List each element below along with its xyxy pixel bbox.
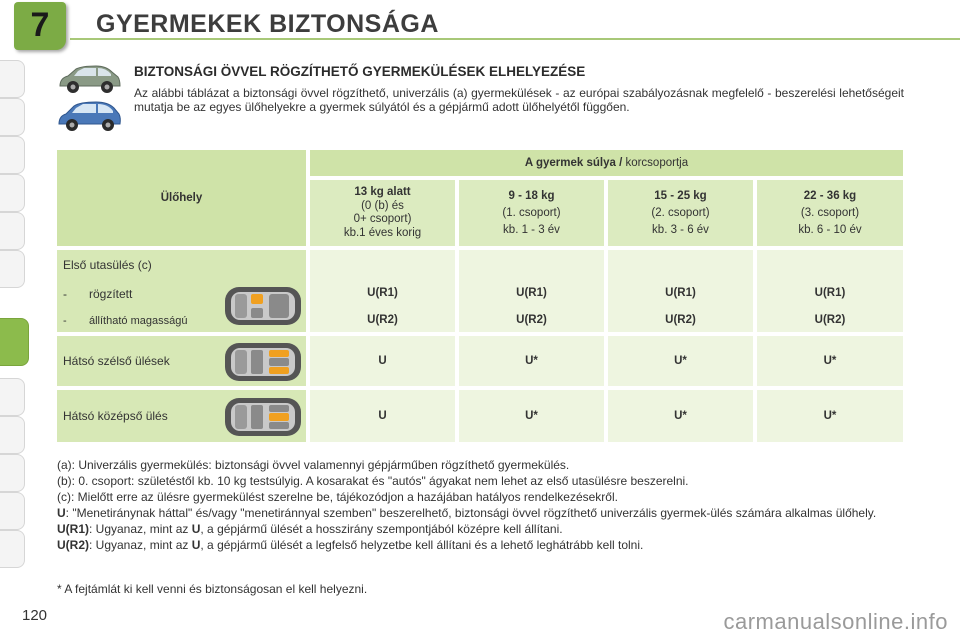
- column-line: kb. 6 - 10 év: [798, 223, 862, 236]
- row-label-text: Hátsó szélső ülések: [63, 354, 170, 368]
- car-top-view-icon: [223, 395, 303, 439]
- row-sub-label: állítható magasságú: [89, 315, 188, 327]
- notes-section: [57, 457, 907, 553]
- car-top-view-icon: [223, 340, 303, 384]
- column-title: 15 - 25 kg: [654, 189, 707, 202]
- column-line: (2. csoport): [651, 206, 710, 219]
- cell-value: U(R2): [367, 314, 398, 326]
- footnote: * A fejtámlát ki kell venni és biztonságosan el kell helyezni.: [57, 582, 368, 596]
- weight-header-bold: A gyermek súlya /: [524, 157, 623, 169]
- cell-value: U(R1): [516, 287, 547, 299]
- cell-value: U(R2): [516, 314, 547, 326]
- note-text: , a gépjármű ülését a legfelső helyzetbe kell állítani és a lehető leghátrább kell tolni.: [200, 538, 644, 552]
- row-label-rear-side: [57, 336, 306, 386]
- note-b: (b): 0. csoport: születéstől kb. 10 kg testsúlyig. A kosarakat és "autós" ágyakat nem lehet az első utasülésre beszerelni.: [57, 474, 689, 488]
- row-label-front-seat: [57, 250, 306, 332]
- note-text: : Ugyanaz, mint az: [89, 538, 192, 552]
- row-sub-label: rögzített: [89, 287, 133, 301]
- column-header: [459, 180, 604, 246]
- cell-value: U*: [674, 355, 687, 367]
- rear-side-col2-cell: [459, 336, 604, 386]
- seat-header-cell: [57, 150, 306, 246]
- seat-header-label: Ülőhely: [160, 192, 203, 204]
- chapter-tab[interactable]: [0, 454, 25, 492]
- intro-paragraph: Az alábbi táblázat a biztonsági övvel rögzíthető, univerzális (a) gyermekülések - az európai szabályozásnak megfelelő - beszerelési lehetőségeit mutatja be az egyes ülőhelyekre a gyermek súlyától és a gépjármű adott ülőhelyétől függően.: [134, 86, 904, 114]
- rear-side-col3-cell: [608, 336, 753, 386]
- note-ur1: [57, 521, 907, 537]
- note-key: U: [57, 506, 66, 520]
- note-text: : "Menetiránynak háttal" és/vagy "menetiránnyal szemben" beszerelhető, biztonsági övvel rögzíthető univerzális gyermek-ülés számára alkalmas ülőhely.: [65, 506, 877, 520]
- chapter-title: GYERMEKEK BIZTONSÁGA: [96, 10, 439, 38]
- chapter-tab[interactable]: [0, 250, 25, 288]
- cell-value: U(R2): [665, 314, 696, 326]
- weight-header-cell: [310, 150, 903, 176]
- watermark: carmanualsonline.info: [723, 609, 948, 634]
- note-key: U: [191, 522, 201, 536]
- column-line: (0 (b) és: [361, 199, 404, 212]
- weight-header-normal: korcsoportja: [622, 157, 689, 169]
- cell-value: U*: [525, 410, 538, 422]
- row-label-text: Hátsó középső ülés: [63, 409, 168, 423]
- cell-value: U*: [823, 355, 837, 367]
- chapter-tab[interactable]: [0, 492, 25, 530]
- column-line: kb. 3 - 6 év: [652, 223, 709, 236]
- note-key: U(R1): [57, 522, 89, 536]
- chapter-number: 7: [30, 6, 50, 44]
- chapter-tab[interactable]: [0, 212, 25, 250]
- page-number: 120: [22, 607, 48, 624]
- note-u: [57, 505, 907, 521]
- cell-value: U: [378, 410, 387, 422]
- rear-middle-col1-cell: [310, 390, 455, 442]
- chapter-tab[interactable]: [0, 416, 25, 454]
- chapter-tab[interactable]: [0, 98, 25, 136]
- row-sub-dash: -: [63, 287, 67, 301]
- note-key: U: [191, 538, 201, 552]
- chapter-tab[interactable]: [0, 60, 25, 98]
- chapter-tab-active[interactable]: [0, 318, 29, 366]
- rear-middle-col4-cell: [757, 390, 903, 442]
- cell-value: U*: [674, 410, 687, 422]
- column-title: 9 - 18 kg: [508, 189, 555, 202]
- column-header: [608, 180, 753, 246]
- row-label-rear-middle: [57, 390, 306, 442]
- chapter-tab[interactable]: [0, 174, 25, 212]
- car-top-view-icon: [223, 284, 303, 328]
- chapter-tab[interactable]: [0, 530, 25, 568]
- cell-value: U(R1): [814, 287, 846, 299]
- note-text: , a gépjármű ülését a hosszirány szempontjából középre kell állítani.: [200, 522, 563, 536]
- cell-value: U*: [823, 410, 837, 422]
- cell-value: U: [378, 355, 387, 367]
- note-c: (c): Mielőtt erre az ülésre gyermekülést szerelne be, tájékozódjon a hazájában hatályos rendelkezésekről.: [57, 490, 618, 504]
- chapter-tab[interactable]: [0, 378, 25, 416]
- note-ur2: [57, 537, 907, 553]
- column-line: (3. csoport): [800, 206, 860, 219]
- note-text: : Ugyanaz, mint az: [89, 522, 192, 536]
- front-seat-col3-cell: [608, 250, 753, 332]
- row-label-text: Első utasülés (c): [63, 258, 152, 272]
- rear-middle-col2-cell: [459, 390, 604, 442]
- note-key: U(R2): [57, 538, 89, 552]
- section-title: BIZTONSÁGI ÖVVEL RÖGZÍTHETŐ GYERMEKÜLÉSEK ELHELYEZÉSE: [134, 64, 586, 79]
- front-seat-col2-cell: [459, 250, 604, 332]
- cell-value: U(R1): [665, 287, 696, 299]
- column-line: 0+ csoport): [353, 213, 412, 225]
- chapter-tab[interactable]: [0, 136, 25, 174]
- chapter-tab-rail: [0, 60, 30, 580]
- column-header: [757, 180, 903, 246]
- cell-value: U*: [525, 355, 538, 367]
- column-line: kb. 1 - 3 év: [503, 223, 560, 236]
- chapter-badge[interactable]: [14, 2, 66, 50]
- cell-value: U(R2): [814, 314, 846, 326]
- column-title: 22 - 36 kg: [803, 189, 857, 202]
- front-seat-col4-cell: [757, 250, 903, 332]
- car-side-blue-icon: [56, 100, 122, 134]
- rear-middle-col3-cell: [608, 390, 753, 442]
- row-sub-dash: -: [63, 315, 67, 327]
- column-title: 13 kg alatt: [354, 186, 411, 198]
- note-a: (a): Univerzális gyermekülés: biztonsági övvel valamennyi gépjárműben rögzíthető gyermekülés.: [57, 458, 570, 472]
- rear-side-col1-cell: [310, 336, 455, 386]
- rear-side-col4-cell: [757, 336, 903, 386]
- column-line: kb.1 éves korig: [343, 226, 422, 239]
- column-line: (1. csoport): [502, 206, 561, 219]
- column-header: [310, 180, 455, 246]
- front-seat-col1-cell: [310, 250, 455, 332]
- car-side-grey-icon: [56, 64, 122, 96]
- cell-value: U(R1): [367, 287, 398, 299]
